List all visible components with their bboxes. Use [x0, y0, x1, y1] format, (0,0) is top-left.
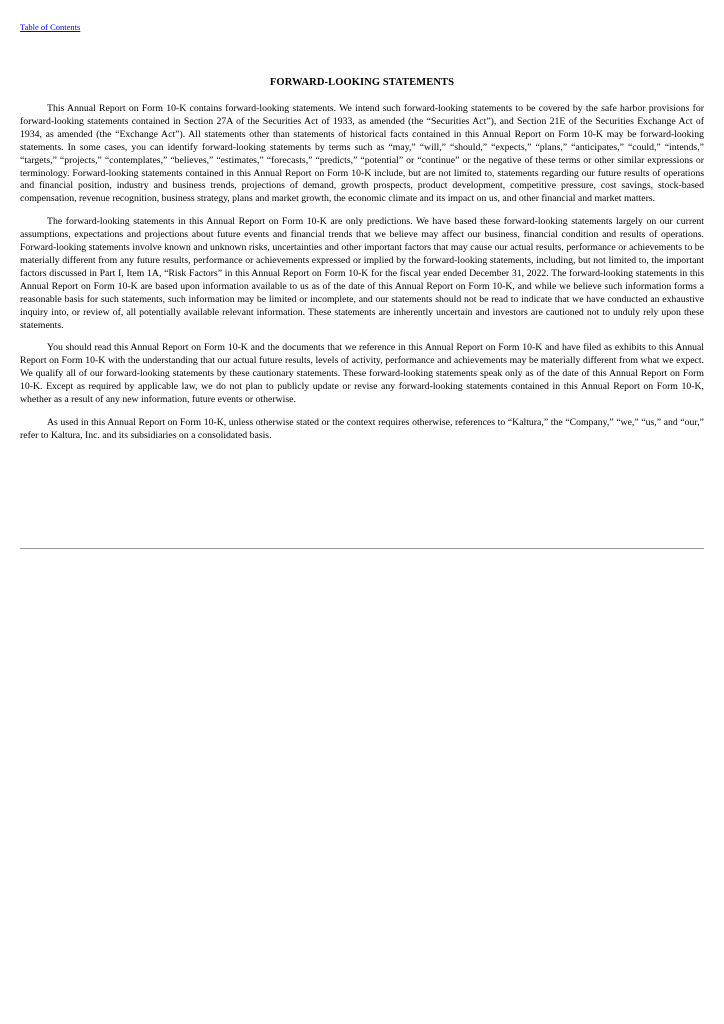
page-divider	[20, 548, 704, 549]
paragraph-3: You should read this Annual Report on Form 10-K and the documents that we reference in this Annual Report on Form 10-K and have filed as exhibits to this Annual Report on Form 10-K with the understanding that our actual future results, levels of activity, performance and achievements may be materially different from what we expect. We qualify all of our forward-looking statements by these cautionary statements. These forward-looking statements speak only as of the date of this Annual Report on Form 10-K. Except as required by applicable law, we do not plan to publicly update or revise any forward-looking statements contained in this Annual Report on Form 10-K, whether as a result of any new information, future events or otherwise.	[20, 342, 704, 406]
paragraph-1: This Annual Report on Form 10-K contains forward-looking statements. We intend such forward-looking statements to be covered by the safe harbor provisions for forward-looking statements contained in Section 27A of the Securities Act of 1933, as amended (the “Securities Act”), and Section 21E of the Securities Exchange Act of 1934, as amended (the “Exchange Act”). All statements other than statements of historical facts contained in this Annual Report on Form 10-K may be forward-looking statements. In some cases, you can identify forward-looking statements by terms such as “may,” “will,” “should,” “expects,” “plans,” “anticipates,” “could,” “intends,” “targets,” “projects,” “contemplates,” “believes,” “estimates,” “forecasts,” “predicts,” “potential” or “continue” or the negative of these terms or other similar expressions or terminology. Forward-looking statements contained in this Annual Report on Form 10-K include, but are not limited to, statements regarding our future results of operations and financial position, industry and business trends, projections of demand, growth prospects, product development, competitive pressure, cost savings, stock-based compensation, revenue recognition, business strategy, plans and market growth, the economic climate and its impact on us, and other financial and market matters.	[20, 103, 704, 205]
table-of-contents-link[interactable]: Table of Contents	[20, 22, 81, 32]
paragraph-2: The forward-looking statements in this Annual Report on Form 10-K are only predictions. We have based these forward-looking statements largely on our current assumptions, expectations and projections about future events and financial trends that we believe may affect our business, financial condition and results of operations. Forward-looking statements involve known and unknown risks, uncertainties and other important factors that may cause our actual results, performance or achievements to be materially different from any future results, performance or achievements expressed or implied by the forward-looking statements, including, but not limited to, the important factors discussed in Part I, Item 1A, “Risk Factors” in this Annual Report on Form 10-K for the fiscal year ended December 31, 2022. The forward-looking statements in this Annual Report on Form 10-K are based upon information available to us as of the date of this Annual Report on Form 10-K, and while we believe such information forms a reasonable basis for such statements, such information may be limited or incomplete, and our statements should not be read to indicate that we have conducted an exhaustive inquiry into, or review of, all potentially available relevant information. These statements are inherently uncertain and investors are cautioned not to unduly rely upon these statements.	[20, 216, 704, 331]
section-heading: FORWARD-LOOKING STATEMENTS	[269, 77, 455, 88]
section-body	[20, 103, 704, 453]
paragraph-4: As used in this Annual Report on Form 10-K, unless otherwise stated or the context requires otherwise, references to “Kaltura,” the “Company,” “we,” “us,” and “our,” refer to Kaltura, Inc. and its subsidiaries on a consolidated basis.	[20, 416, 704, 441]
